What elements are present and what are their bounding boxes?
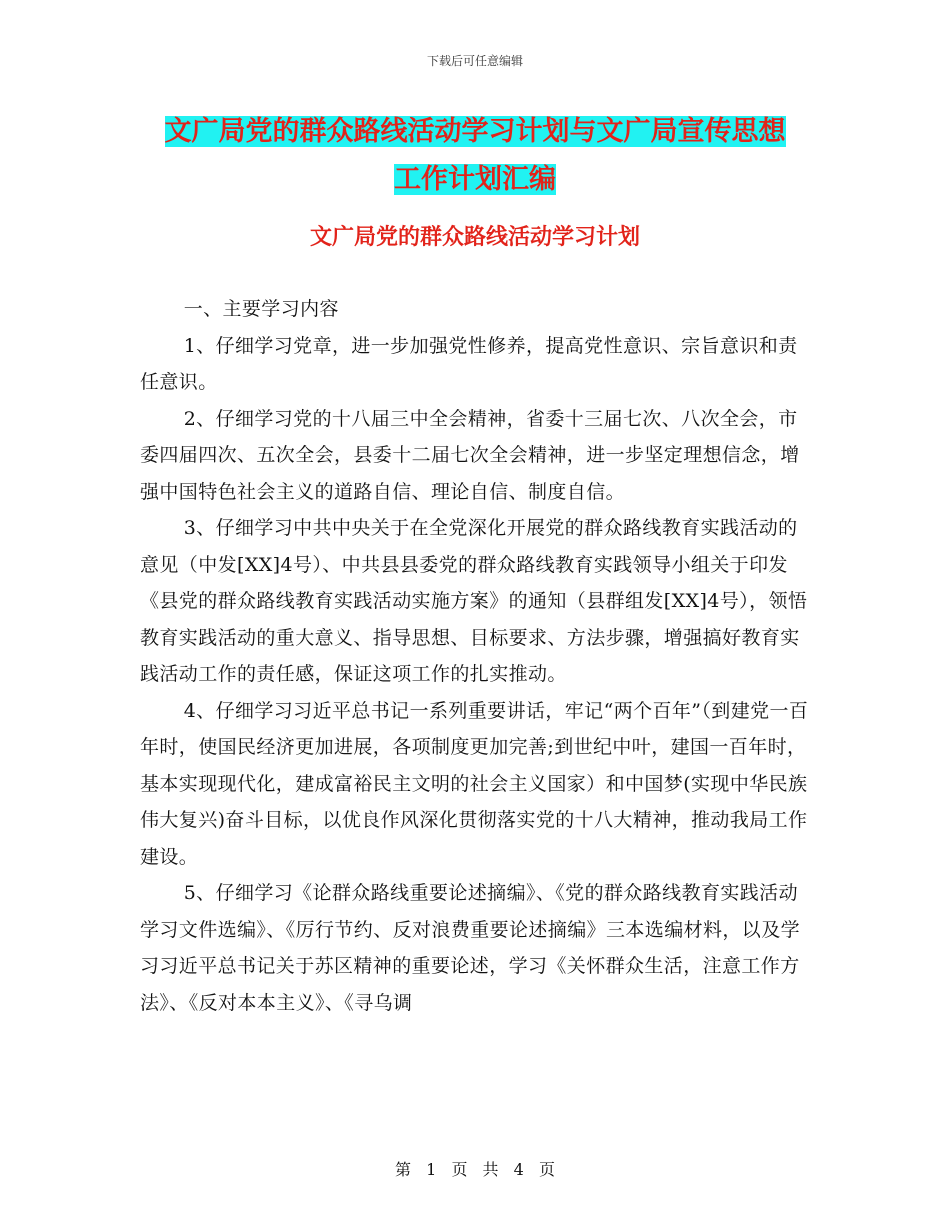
paragraph-2: 2、仔细学习党的十八届三中全会精神，省委十三届七次、八次全会，市委四届四次、五次全会，县委十二届七次全会精神，进一步坚定理想信念，增强中国特色社会主义的道路自信、理论自信、制度自信。 (140, 407, 800, 503)
document-title-line-1: 文广局党的群众路线活动学习计划与文广局宣传思想 (164, 116, 786, 147)
paragraph-5: 5、仔细学习《论群众路线重要论述摘编》、《党的群众路线教育实践活动学习文件选编》、《厉行节约、反对浪费重要论述摘编》三本选编材料，以及学习习近平总书记关于苏区精神的重要论述，学习《关怀群众生活，注意工作方法》、《反对本本主义》、《寻乌调 (140, 882, 801, 1014)
heading-main-content: 一、主要学习内容 (183, 298, 339, 320)
document-title (140, 108, 810, 204)
footer-total-unit: 页 (538, 1160, 555, 1179)
paragraph-4: 4、仔细学习习近平总书记一系列重要讲话，牢记“两个百年”（到建党一百年时，使国民经济更加进展，各项制度更加完善;到世纪中叶，建国一百年时，基本实现现代化，建成富裕民主文明的社会主义国家）和中国梦(实现中华民族伟大复兴)奋斗目标，以优良作风深化贯彻落实党的十八大精神，推动我局工作建设。 (140, 699, 809, 868)
paragraph-3: 3、仔细学习中共中央关于在全党深化开展党的群众路线教育实践活动的意见（中发[XX]4号）、中共县县委党的群众路线教育实践领导小组关于印发《县党的群众路线教育实践活动实施方案》的通知（县群组发[XX]4号），领悟教育实践活动的重大意义、指导思想、目标要求、方法步骤，增强搞好教育实践活动工作的责任感，保证这项工作的扎实推动。 (140, 517, 808, 685)
footer-page-unit: 页 (451, 1160, 468, 1179)
document-title-line-2: 工作计划汇编 (394, 164, 556, 195)
footer-page-number: 1 (426, 1160, 437, 1179)
header-note: 下载后可任意编辑 (426, 54, 523, 68)
paragraph-1: 1、仔细学习党章，进一步加强党性修养，提高党性意识、宗旨意识和责任意识。 (140, 334, 798, 393)
footer-page-label: 第 (395, 1160, 412, 1179)
section-title: 文广局党的群众路线活动学习计划 (309, 225, 640, 250)
footer-total-pages: 4 (513, 1160, 524, 1179)
footer-total-label: 共 (482, 1160, 499, 1179)
document-body (140, 291, 810, 1021)
page-footer (0, 1157, 950, 1180)
